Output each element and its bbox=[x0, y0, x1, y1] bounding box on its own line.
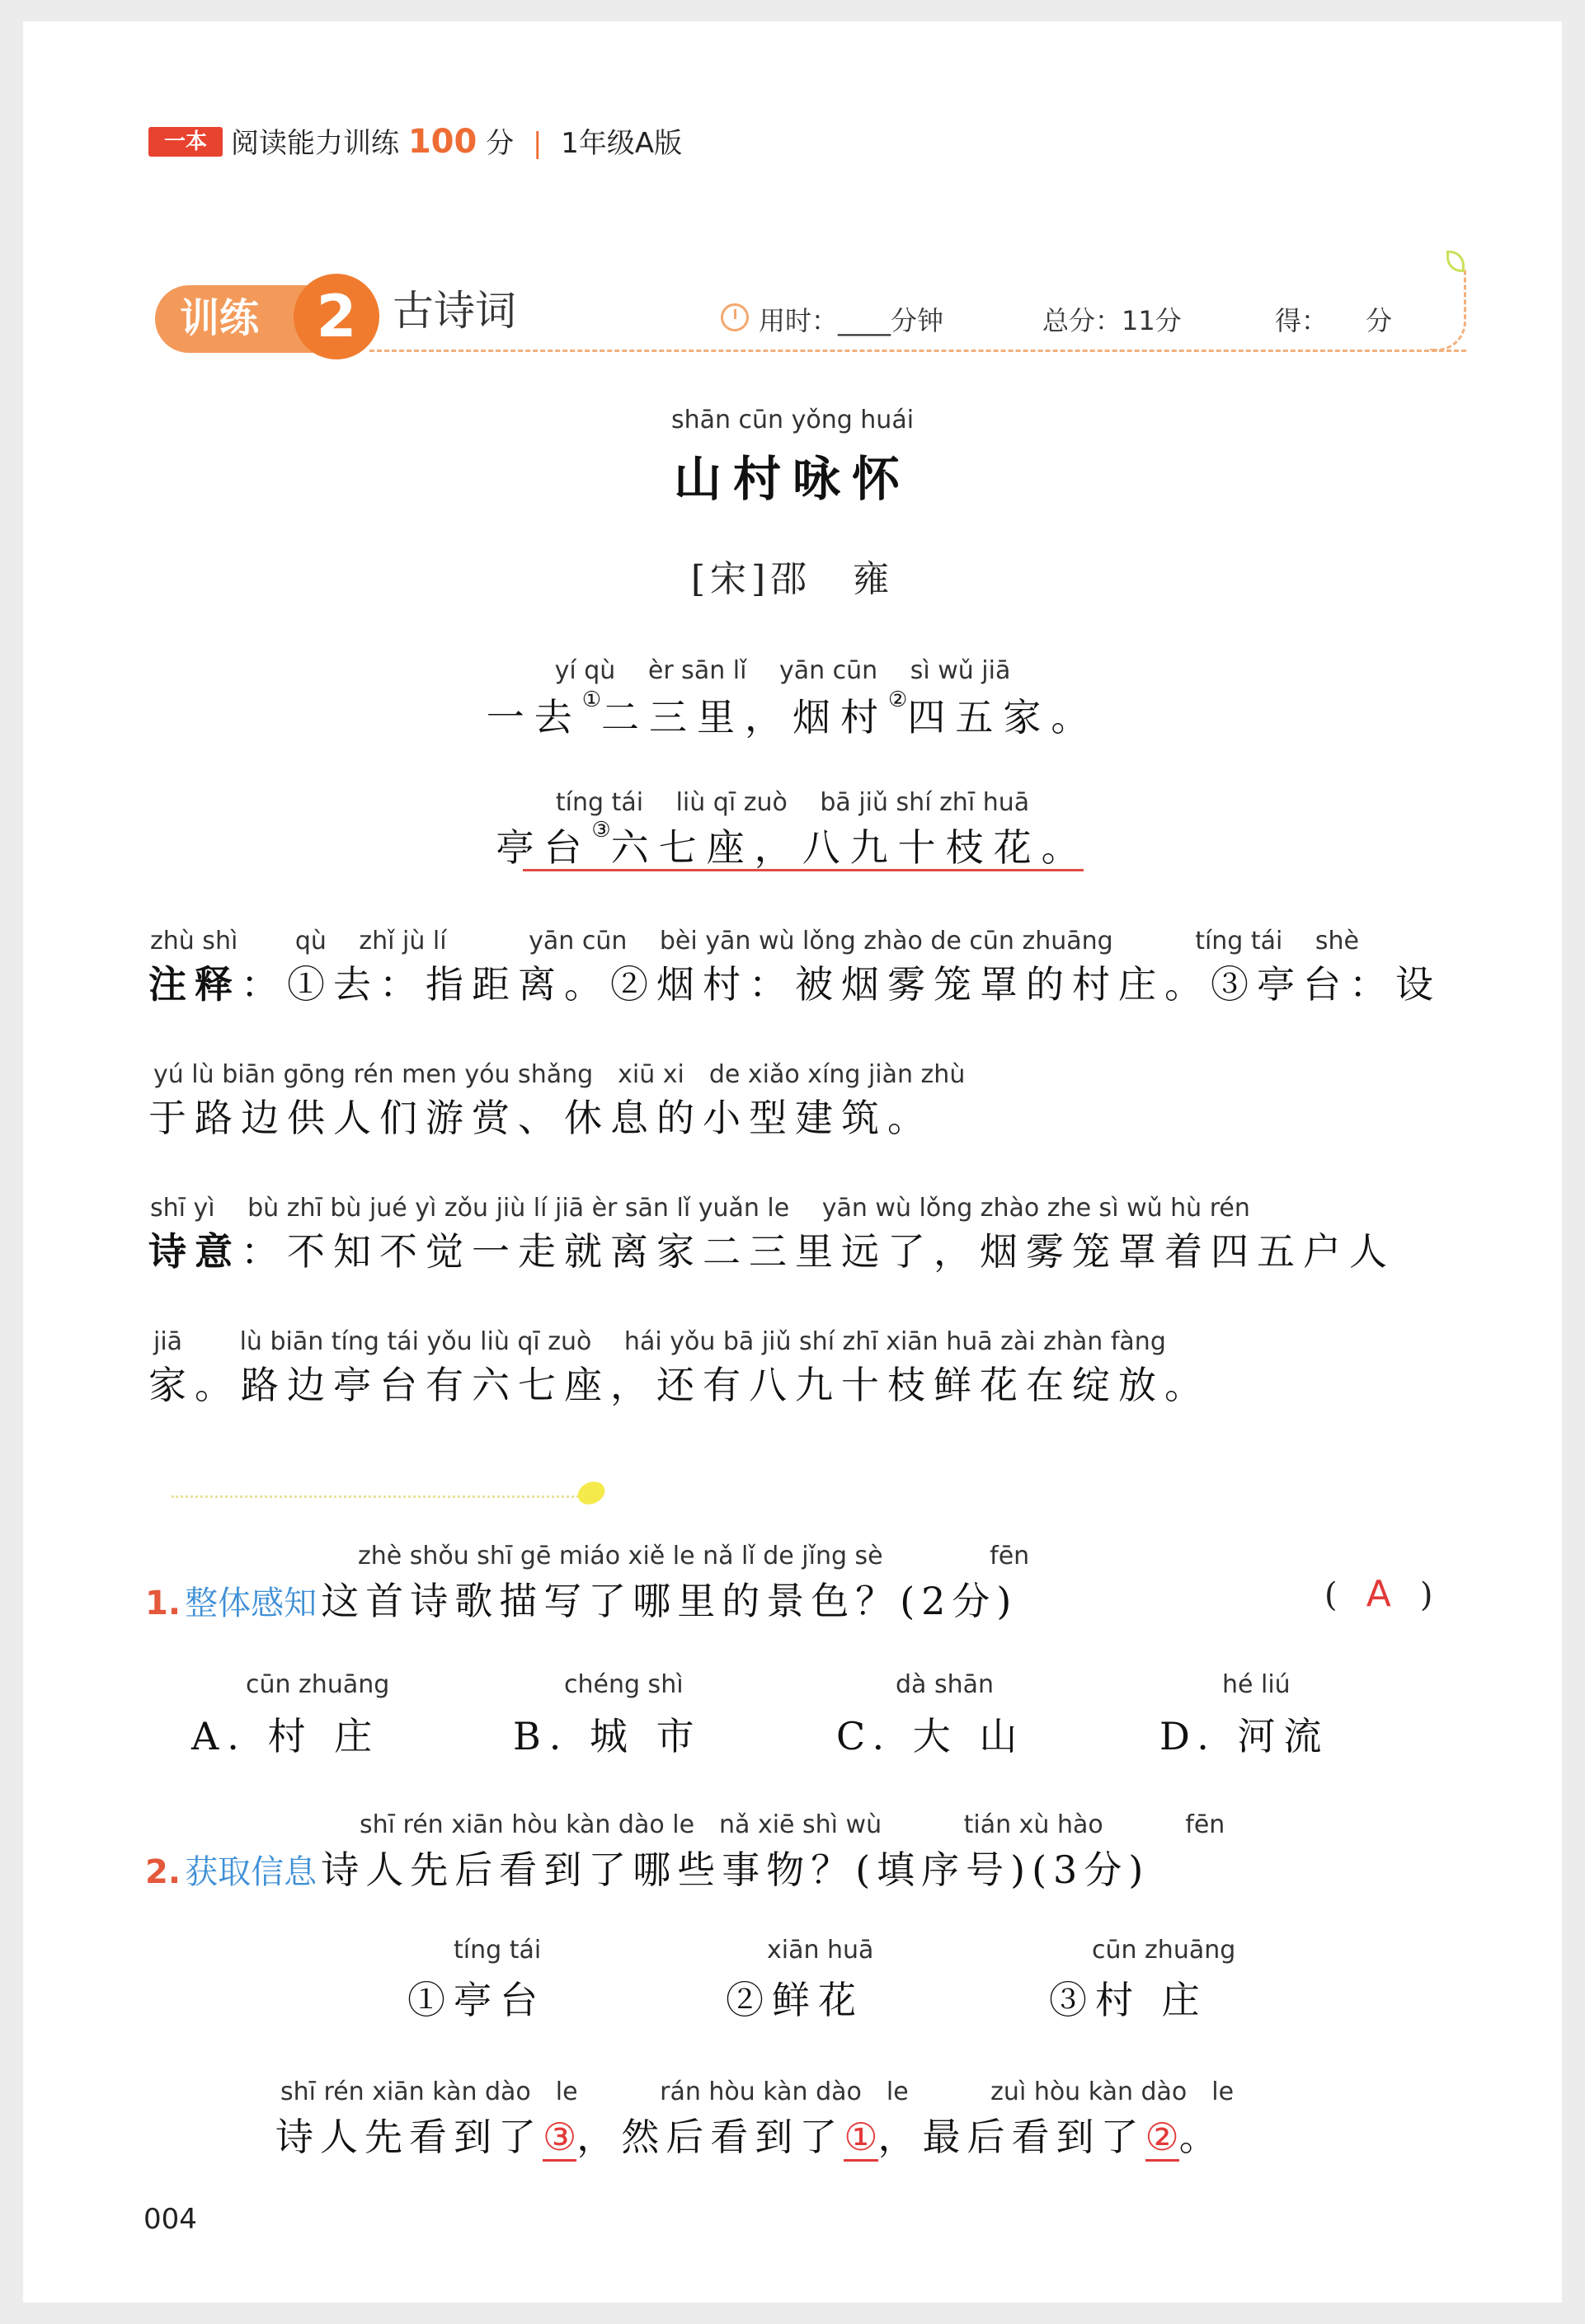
q2-answer-blank-1[interactable]: ③ bbox=[543, 2115, 576, 2162]
q2-type: 获取信息 bbox=[185, 1853, 317, 1891]
page bbox=[23, 21, 1562, 2303]
q2-item-2: ②鲜花 bbox=[726, 1978, 864, 2022]
q1-option-a[interactable]: A. 村 庄 bbox=[191, 1714, 381, 1758]
notes-row2-pinyin: yú lù biān gōng rén men yóu shǎng xiū xi de xiǎo xíng jiàn zhù bbox=[153, 1060, 966, 1089]
footnote-mark-1: ① bbox=[581, 688, 601, 712]
poem-title-pinyin: shān cūn yǒng huái bbox=[670, 406, 915, 434]
line2-underline bbox=[523, 869, 1084, 871]
q1-option-c[interactable]: C. 大 山 bbox=[836, 1714, 1026, 1758]
q1-option-d-pinyin: hé liú bbox=[1222, 1670, 1291, 1699]
poem-line2-pinyin: tíng tái liù qī zuò bā jiǔ shí zhī huā bbox=[555, 788, 1030, 817]
q2-answer-blank-3[interactable]: ② bbox=[1145, 2115, 1179, 2162]
q1-answer-box bbox=[1324, 1573, 1433, 1615]
poem-line-1 bbox=[23, 688, 1562, 742]
score-earned-label: 得： bbox=[1275, 305, 1329, 336]
q1-option-c-pinyin: dà shān bbox=[896, 1670, 995, 1699]
q1-option-b[interactable]: B. 城 市 bbox=[513, 1714, 703, 1758]
notes-label: 注释 bbox=[148, 962, 241, 1007]
footnote-mark-3: ③ bbox=[591, 818, 611, 843]
divider-dashed bbox=[369, 350, 1466, 352]
book-title: 阅读能力训练 bbox=[231, 127, 399, 160]
book-edition: 1年级A版 bbox=[561, 127, 683, 160]
poem-line1-part-c: 四五家。 bbox=[907, 695, 1099, 739]
poem-line1-pinyin: yí qù èr sān lǐ yān cūn sì wǔ jiā bbox=[554, 656, 1011, 685]
book-score: 100 bbox=[407, 123, 477, 161]
clock-icon bbox=[721, 303, 749, 331]
q1-answer: A bbox=[1366, 1573, 1391, 1615]
badge-number: 2 bbox=[294, 274, 379, 359]
q2-answer-text-1: 诗人先看到了 bbox=[275, 2115, 543, 2159]
notes-row1-pinyin: zhù shì qù zhǐ jù lí yān cūn bèi yān wù lǒng zhào de cūn zhuāng tíng tái shè bbox=[150, 927, 1360, 955]
notes-row2-text: 于路边供人们游赏、休息的小型建筑。 bbox=[148, 1096, 934, 1140]
q1-option-a-pinyin: cūn zhuāng bbox=[246, 1670, 390, 1699]
page-number: 004 bbox=[143, 2203, 197, 2236]
brand-logo: 一本 bbox=[148, 127, 223, 157]
time-used: 用时：____分钟 bbox=[759, 305, 944, 336]
q2-answer-blank-2[interactable]: ① bbox=[844, 2115, 877, 2162]
section-title: 古诗词 bbox=[393, 287, 516, 335]
q2-item-3: ③村 庄 bbox=[1049, 1978, 1208, 2022]
divider-curve bbox=[1430, 269, 1466, 351]
poem-line1-part-b: 二三里，烟村 bbox=[601, 695, 888, 739]
q1-paren-open: ( bbox=[1324, 1576, 1338, 1614]
meaning-row2-text: 家。路边亭台有六七座，还有八九十枝鲜花在绽放。 bbox=[148, 1363, 1211, 1407]
poem-author: [宋]邵 雍 bbox=[690, 558, 895, 600]
score-earned-unit: 分 bbox=[1366, 305, 1393, 336]
q2-answer-pinyin: shī rén xiān kàn dào le rán hòu kàn dào le zuì hòu kàn dào le bbox=[280, 2078, 1235, 2106]
q2-item-1-pinyin: tíng tái bbox=[454, 1936, 542, 1965]
notes-row-1 bbox=[148, 955, 1442, 1009]
meaning-label: 诗意 bbox=[148, 1229, 241, 1274]
q2-answer-text-2: ，然后看到了 bbox=[576, 2115, 844, 2159]
q1-option-b-pinyin: chéng shì bbox=[564, 1670, 684, 1699]
q1-option-d[interactable]: D. 河流 bbox=[1159, 1714, 1330, 1758]
q2-answer-text-3: ，最后看到了 bbox=[877, 2115, 1145, 2159]
q2-pinyin: shī rén xiān hòu kàn dào le nǎ xiē shì wù tián xù hào fēn bbox=[360, 1810, 1225, 1839]
header-separator: | bbox=[532, 127, 543, 160]
q2-text: 诗人先后看到了哪些事物？(填序号)(3分) bbox=[321, 1847, 1150, 1892]
q2-number: 2. bbox=[145, 1853, 181, 1891]
poem-line2-part-b: 六七座，八九十枝花。 bbox=[610, 825, 1089, 870]
q1-pinyin: zhè shǒu shī gē miáo xiě le nǎ lǐ de jǐng sè fēn bbox=[358, 1542, 1030, 1570]
book-score-unit: 分 bbox=[486, 127, 515, 160]
poem-line1-part-a: 一去 bbox=[486, 695, 582, 739]
poem-title: 山村咏怀 bbox=[673, 451, 911, 507]
q2-answer-sentence bbox=[275, 2107, 1224, 2162]
meaning-row1-text: ：不知不觉一走就离家二三里远了，烟雾笼罩着四五户人 bbox=[241, 1229, 1395, 1274]
footnote-mark-2: ② bbox=[888, 688, 908, 712]
lemon-icon bbox=[574, 1477, 609, 1509]
q2-item-1: ①亭台 bbox=[407, 1978, 546, 2022]
q1-type: 整体感知 bbox=[185, 1585, 317, 1622]
q1-number: 1. bbox=[145, 1585, 181, 1622]
total-score: 总分：11分 bbox=[1042, 305, 1182, 336]
badge-word: 训练 bbox=[180, 295, 260, 341]
meaning-row-1 bbox=[148, 1222, 1395, 1276]
q2-answer-text-4: 。 bbox=[1178, 2115, 1224, 2159]
training-badge bbox=[155, 274, 376, 359]
notes-row1-text: ：①去：指距离。②烟村：被烟雾笼罩的村庄。③亭台：设 bbox=[241, 962, 1442, 1007]
section-divider bbox=[172, 1495, 579, 1498]
question-2 bbox=[145, 1840, 1150, 1894]
poem-line2-part-a: 亭台 bbox=[496, 825, 592, 870]
meaning-row1-pinyin: shī yì bù zhī bù jué yì zǒu jiù lí jiā èr sān lǐ yuǎn le yān wù lǒng zhào zhe sì wǔ hù rén bbox=[150, 1194, 1250, 1223]
question-1 bbox=[145, 1571, 1018, 1626]
q2-item-2-pinyin: xiān huā bbox=[767, 1936, 874, 1965]
book-header bbox=[231, 124, 682, 162]
q1-paren-close: ) bbox=[1419, 1576, 1433, 1614]
q2-item-3-pinyin: cūn zhuāng bbox=[1092, 1936, 1236, 1965]
q1-text: 这首诗歌描写了哪里的景色？(2分) bbox=[321, 1579, 1018, 1623]
meaning-row2-pinyin: jiā lù biān tíng tái yǒu liù qī zuò hái yǒu bā jiǔ shí zhī xiān huā zài zhàn fàng bbox=[153, 1327, 1166, 1356]
poem-line-2 bbox=[23, 818, 1562, 872]
